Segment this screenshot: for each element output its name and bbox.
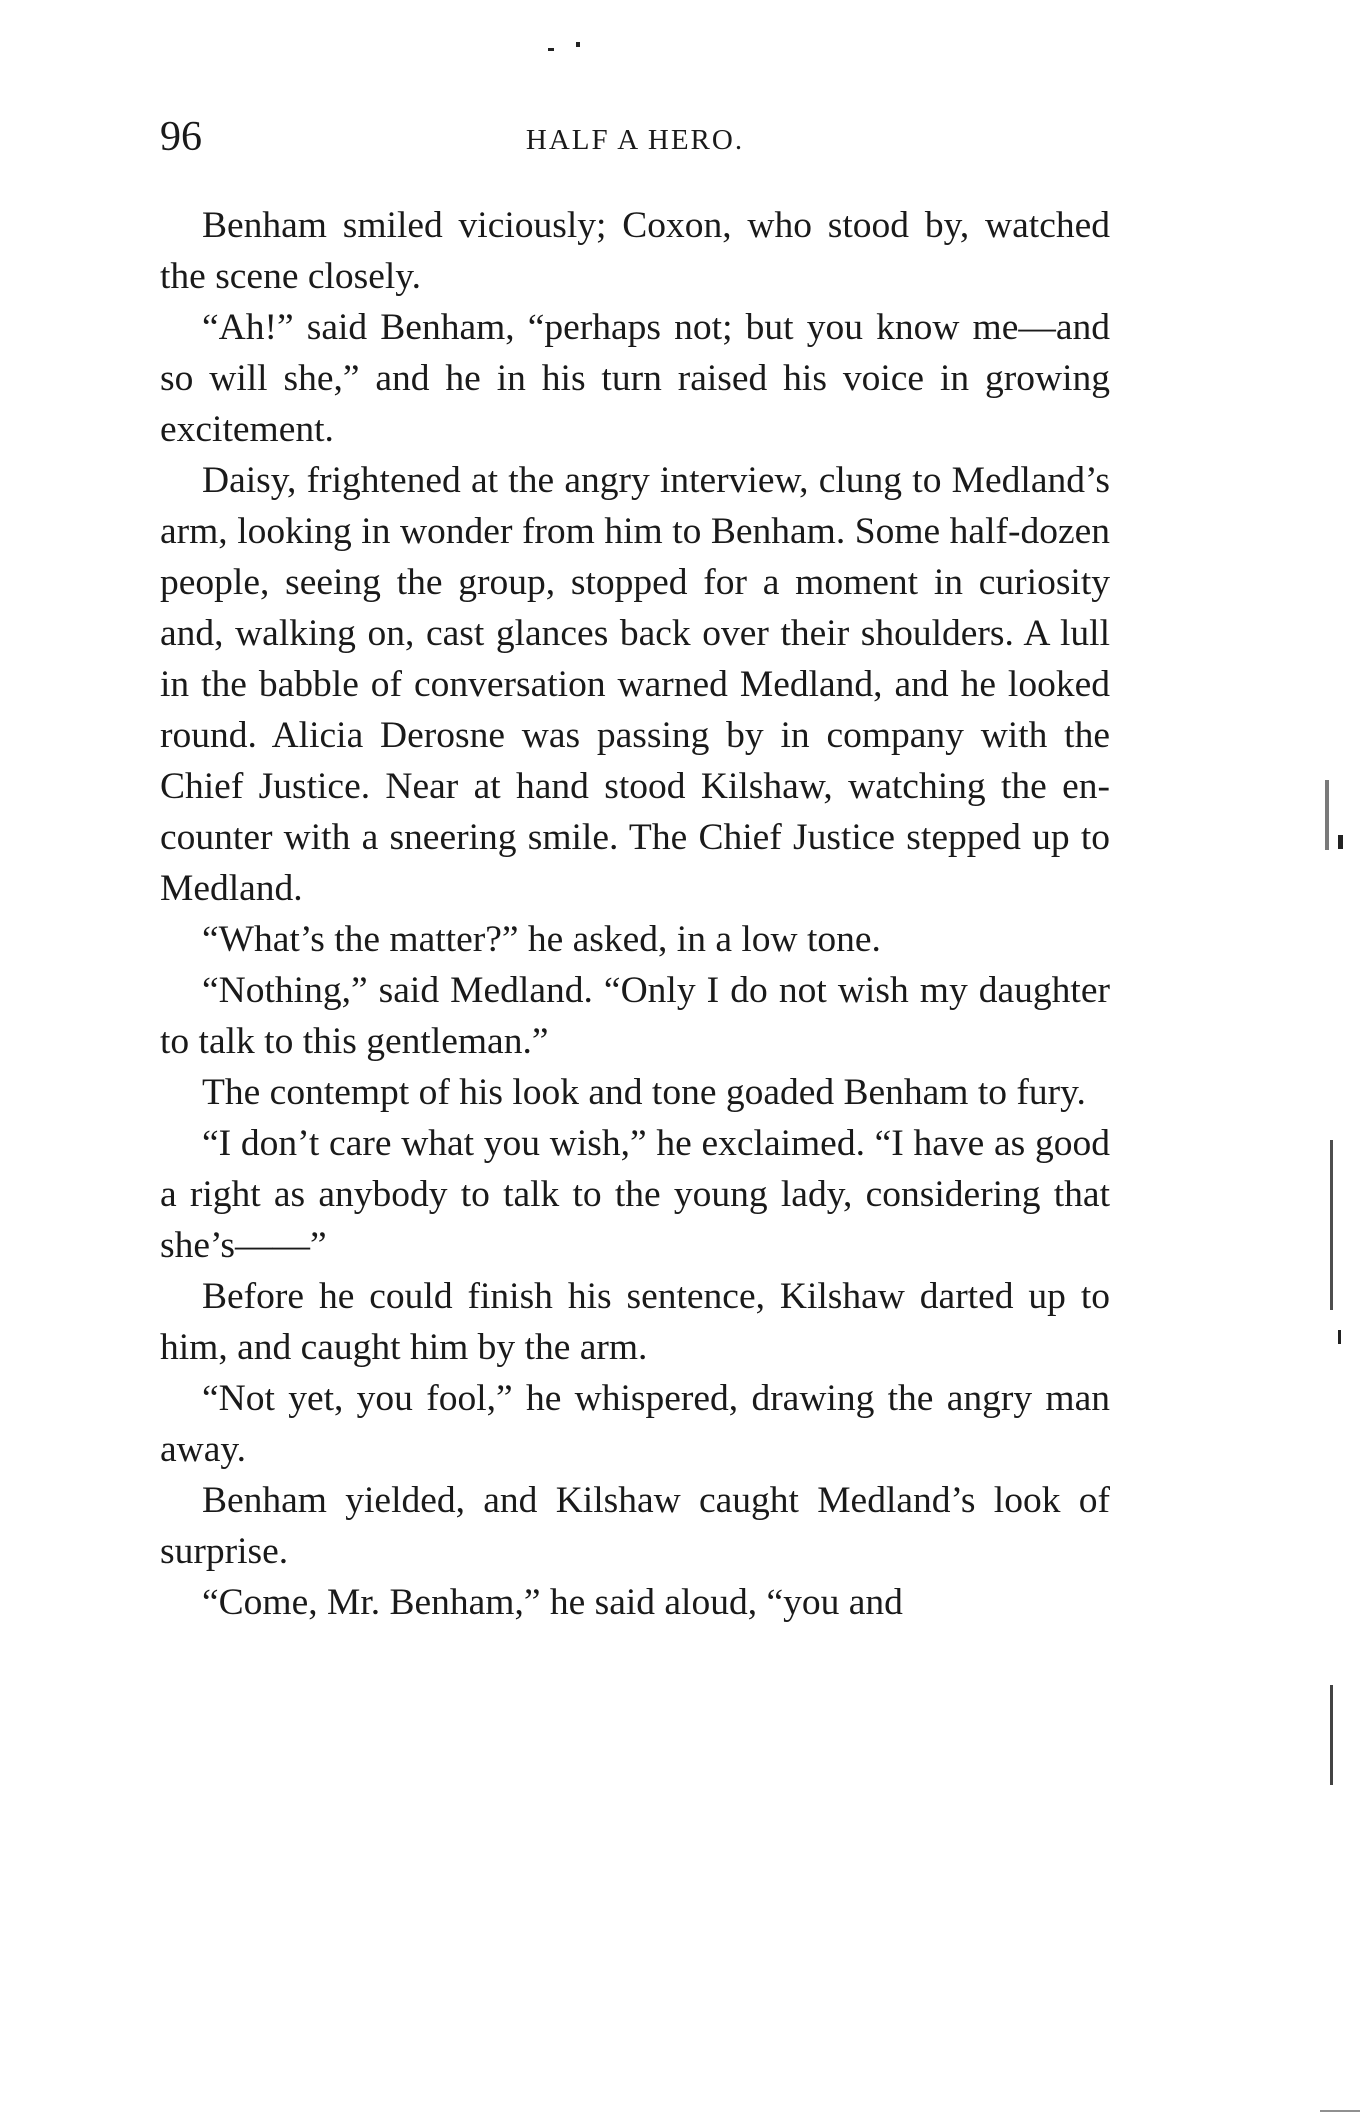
scan-mark (1330, 1685, 1333, 1785)
paragraph: Benham smiled viciously; Coxon, who stood by, watched the scene closely. (160, 205, 1110, 297)
paragraph: “I don’t care what you wish,” he exclaimed. “I have as good a right as anybody to talk to the young lady, considering that she’s——” (160, 1123, 1110, 1266)
paragraph: Before he could finish his sentence, Kilshaw darted up to him, and caught him by the arm. (160, 1276, 1110, 1368)
body-text (160, 200, 1110, 1628)
paragraph: “What’s the matter?” he asked, in a low tone. (202, 919, 881, 960)
paragraph: “Ah!” said Benham, “perhaps not; but you know me—and so will she,” and he in his turn raised his voice in growing excitement. (160, 307, 1110, 450)
scan-mark (1338, 835, 1343, 849)
scan-mark (1338, 1330, 1341, 1344)
page-header (160, 110, 1110, 170)
paragraph: Daisy, frightened at the angry interview, clung to Medland’s arm, looking in wonder from him to Benham. Some half-dozen people, seeing the group, stopped for a moment in curiosity and, walking on, cast glances back over their shoulders. A lull in the babble of conversation warned Medland, and he looked round. Alicia Derosne was passing by in company with the Chief Justice. Near at hand stood Kilshaw, watching the encounter with a sneering smile. The Chief Justice stepped up to Medland. (160, 460, 1110, 909)
paragraph: Benham yielded, and Kilshaw caught Medland’s look of surprise. (160, 1480, 1110, 1572)
paragraph: The contempt of his look and tone goaded Benham to fury. (202, 1072, 1086, 1113)
scan-mark (576, 42, 580, 47)
paragraph: “Nothing,” said Medland. “Only I do not wish my daughter to talk to this gentleman.” (160, 970, 1110, 1062)
scan-mark (1320, 2110, 1360, 2112)
running-title: HALF A HERO. (525, 124, 745, 156)
scan-mark (548, 48, 554, 51)
page-number: 96 (160, 114, 202, 160)
scan-mark (1325, 780, 1329, 850)
paragraph: “Not yet, you fool,” he whispered, drawing the angry man away. (160, 1378, 1110, 1470)
scan-mark (1330, 1140, 1333, 1310)
paragraph: “Come, Mr. Benham,” he said aloud, “you and (202, 1582, 903, 1623)
book-page (160, 110, 1110, 1628)
